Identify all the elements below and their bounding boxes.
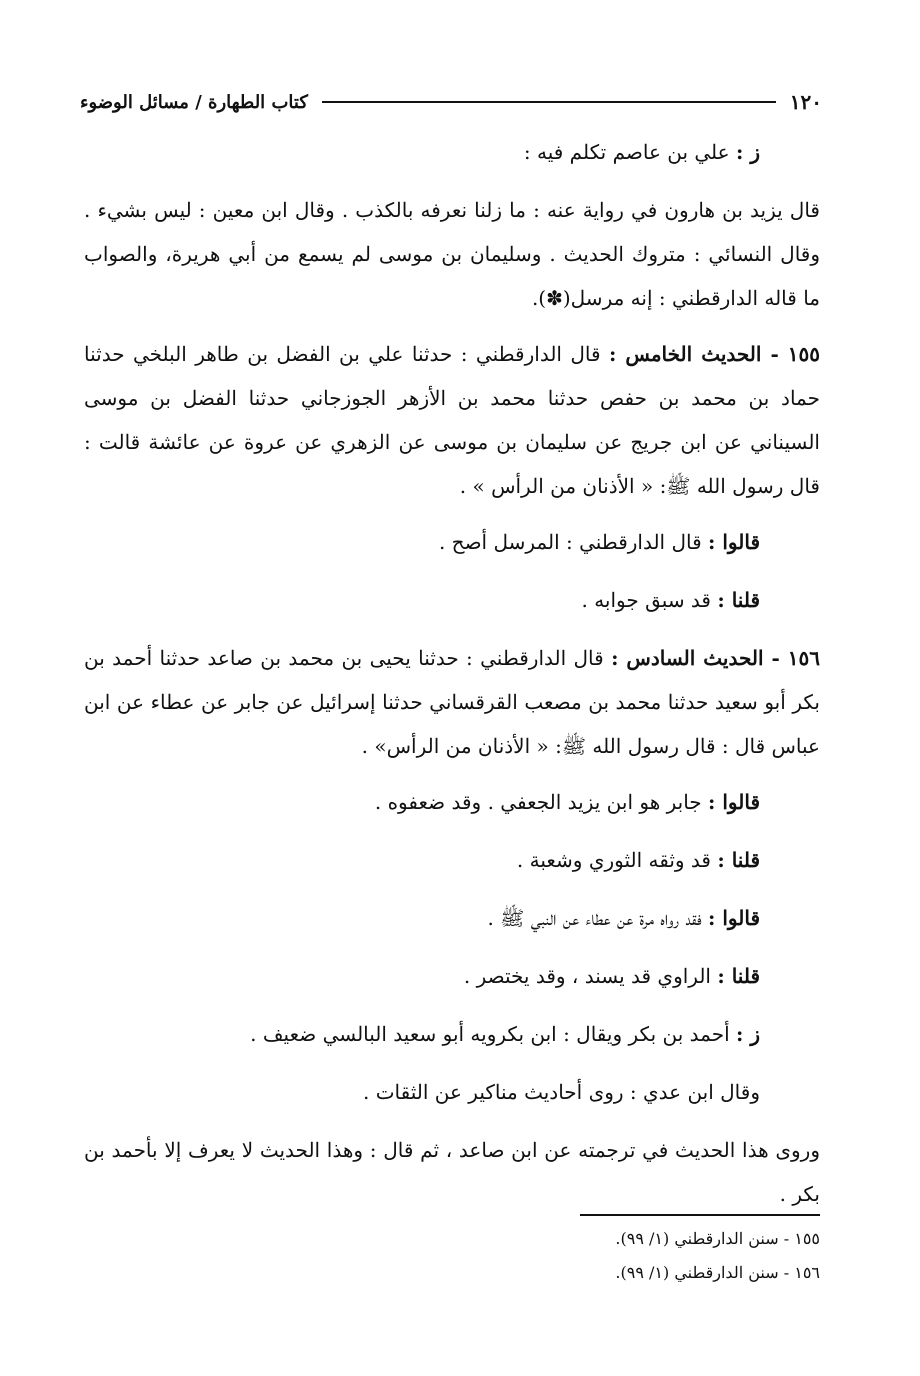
- paragraph-lead: قلنا :: [717, 588, 760, 612]
- paragraph-lead: ز :: [735, 1022, 760, 1046]
- paragraph-reply: [84, 578, 820, 622]
- paragraph-text: وروى هذا الحديث في ترجمته عن ابن صاعد ، ثم قال : وهذا الحديث لا يعرف إلا بأحمد بن بكر .: [84, 1138, 820, 1206]
- paragraph-text: قد وثقه الثوري وشعبة .: [516, 848, 718, 872]
- paragraph-objection: [84, 896, 820, 940]
- paragraph-text: فقد رواه مرة عن عطاء عن النبي ﷺ .: [487, 906, 709, 930]
- paragraph-lead: قلنا :: [717, 964, 760, 988]
- paragraph-text: قال الدارقطني : حدثنا علي بن الفضل بن طاهر البلخي حدثنا حماد بن محمد بن حفص حدثنا محمد بن الأزهر الجوزجاني حدثنا الفضل بن موسى السيناني عن ابن جريج عن سليمان بن موسى عن الزهري عن عروة عن عائشة قالت : قال رسول الله ﷺ: « الأذنان من الرأس » .: [84, 342, 820, 498]
- paragraph-hadith-155: [84, 332, 820, 508]
- footnote-156: ١٥٦ - سنن الدارقطني (١/ ٩٩).: [615, 1263, 820, 1282]
- paragraph-hadith-156: [84, 636, 820, 768]
- paragraph-lead: قالوا :: [708, 790, 760, 814]
- paragraph-lead: قالوا :: [708, 906, 760, 930]
- running-title: كتاب الطهارة / مسائل الوضوء: [80, 91, 308, 113]
- paragraph-conclusion: [84, 1128, 820, 1216]
- page-number: ١٢٠: [789, 90, 822, 114]
- main-text: [84, 130, 820, 1228]
- paragraph-criticism: [84, 188, 820, 320]
- footnote-rule: [580, 1214, 820, 1216]
- paragraph-text: الراوي قد يسند ، وقد يختصر .: [463, 964, 718, 988]
- paragraph-text: أحمد بن بكر ويقال : ابن بكرويه أبو سعيد البالسي ضعيف .: [250, 1022, 736, 1046]
- paragraph-objection: [84, 520, 820, 564]
- paragraph-lead: ز :: [735, 140, 760, 164]
- paragraph-objection: [84, 780, 820, 824]
- header-rule: [322, 101, 776, 103]
- paragraph-lead: قلنا :: [717, 848, 760, 872]
- paragraph-text: قال يزيد بن هارون في رواية عنه : ما زلنا نعرفه بالكذب . وقال ابن معين : ليس بشيء . وقال النسائي : متروك الحديث . وسليمان بن موسى لم يسمع من أبي هريرة، والصواب ما قاله الدارقطني : إنه مرسل(✽).: [84, 198, 820, 310]
- hadith-number-heading: ١٥٦ - الحديث السادس :: [611, 646, 820, 670]
- paragraph-reply: [84, 838, 820, 882]
- paragraph-reply: [84, 954, 820, 998]
- page-header: [80, 84, 822, 120]
- hadith-number-heading: ١٥٥ - الحديث الخامس :: [608, 342, 820, 366]
- paragraph-ahmad-bin-bakr: [84, 1012, 820, 1056]
- paragraph-text: قد سبق جوابه .: [581, 588, 718, 612]
- paragraph-text: علي بن عاصم تكلم فيه :: [523, 140, 736, 164]
- footnotes: [84, 1222, 820, 1290]
- paragraph-text: قال الدارقطني : حدثنا يحيى بن محمد بن صاعد حدثنا أحمد بن بكر أبو سعيد حدثنا محمد بن مصعب القرقساني حدثنا إسرائيل عن جابر عن عطاء عن ابن عباس قال : قال رسول الله ﷺ: « الأذنان من الرأس» .: [84, 646, 820, 758]
- paragraph-text: قال الدارقطني : المرسل أصح .: [438, 530, 709, 554]
- paragraph-lead: قالوا :: [708, 530, 760, 554]
- paragraph-text: جابر هو ابن يزيد الجعفي . وقد ضعفوه .: [374, 790, 709, 814]
- paragraph-text: وقال ابن عدي : روى أحاديث مناكير عن الثقات .: [362, 1080, 760, 1104]
- paragraph-ibn-adi: [84, 1070, 820, 1114]
- footnote-155: ١٥٥ - سنن الدارقطني (١/ ٩٩).: [615, 1229, 820, 1248]
- paragraph-ali-bin-asim: [84, 130, 820, 174]
